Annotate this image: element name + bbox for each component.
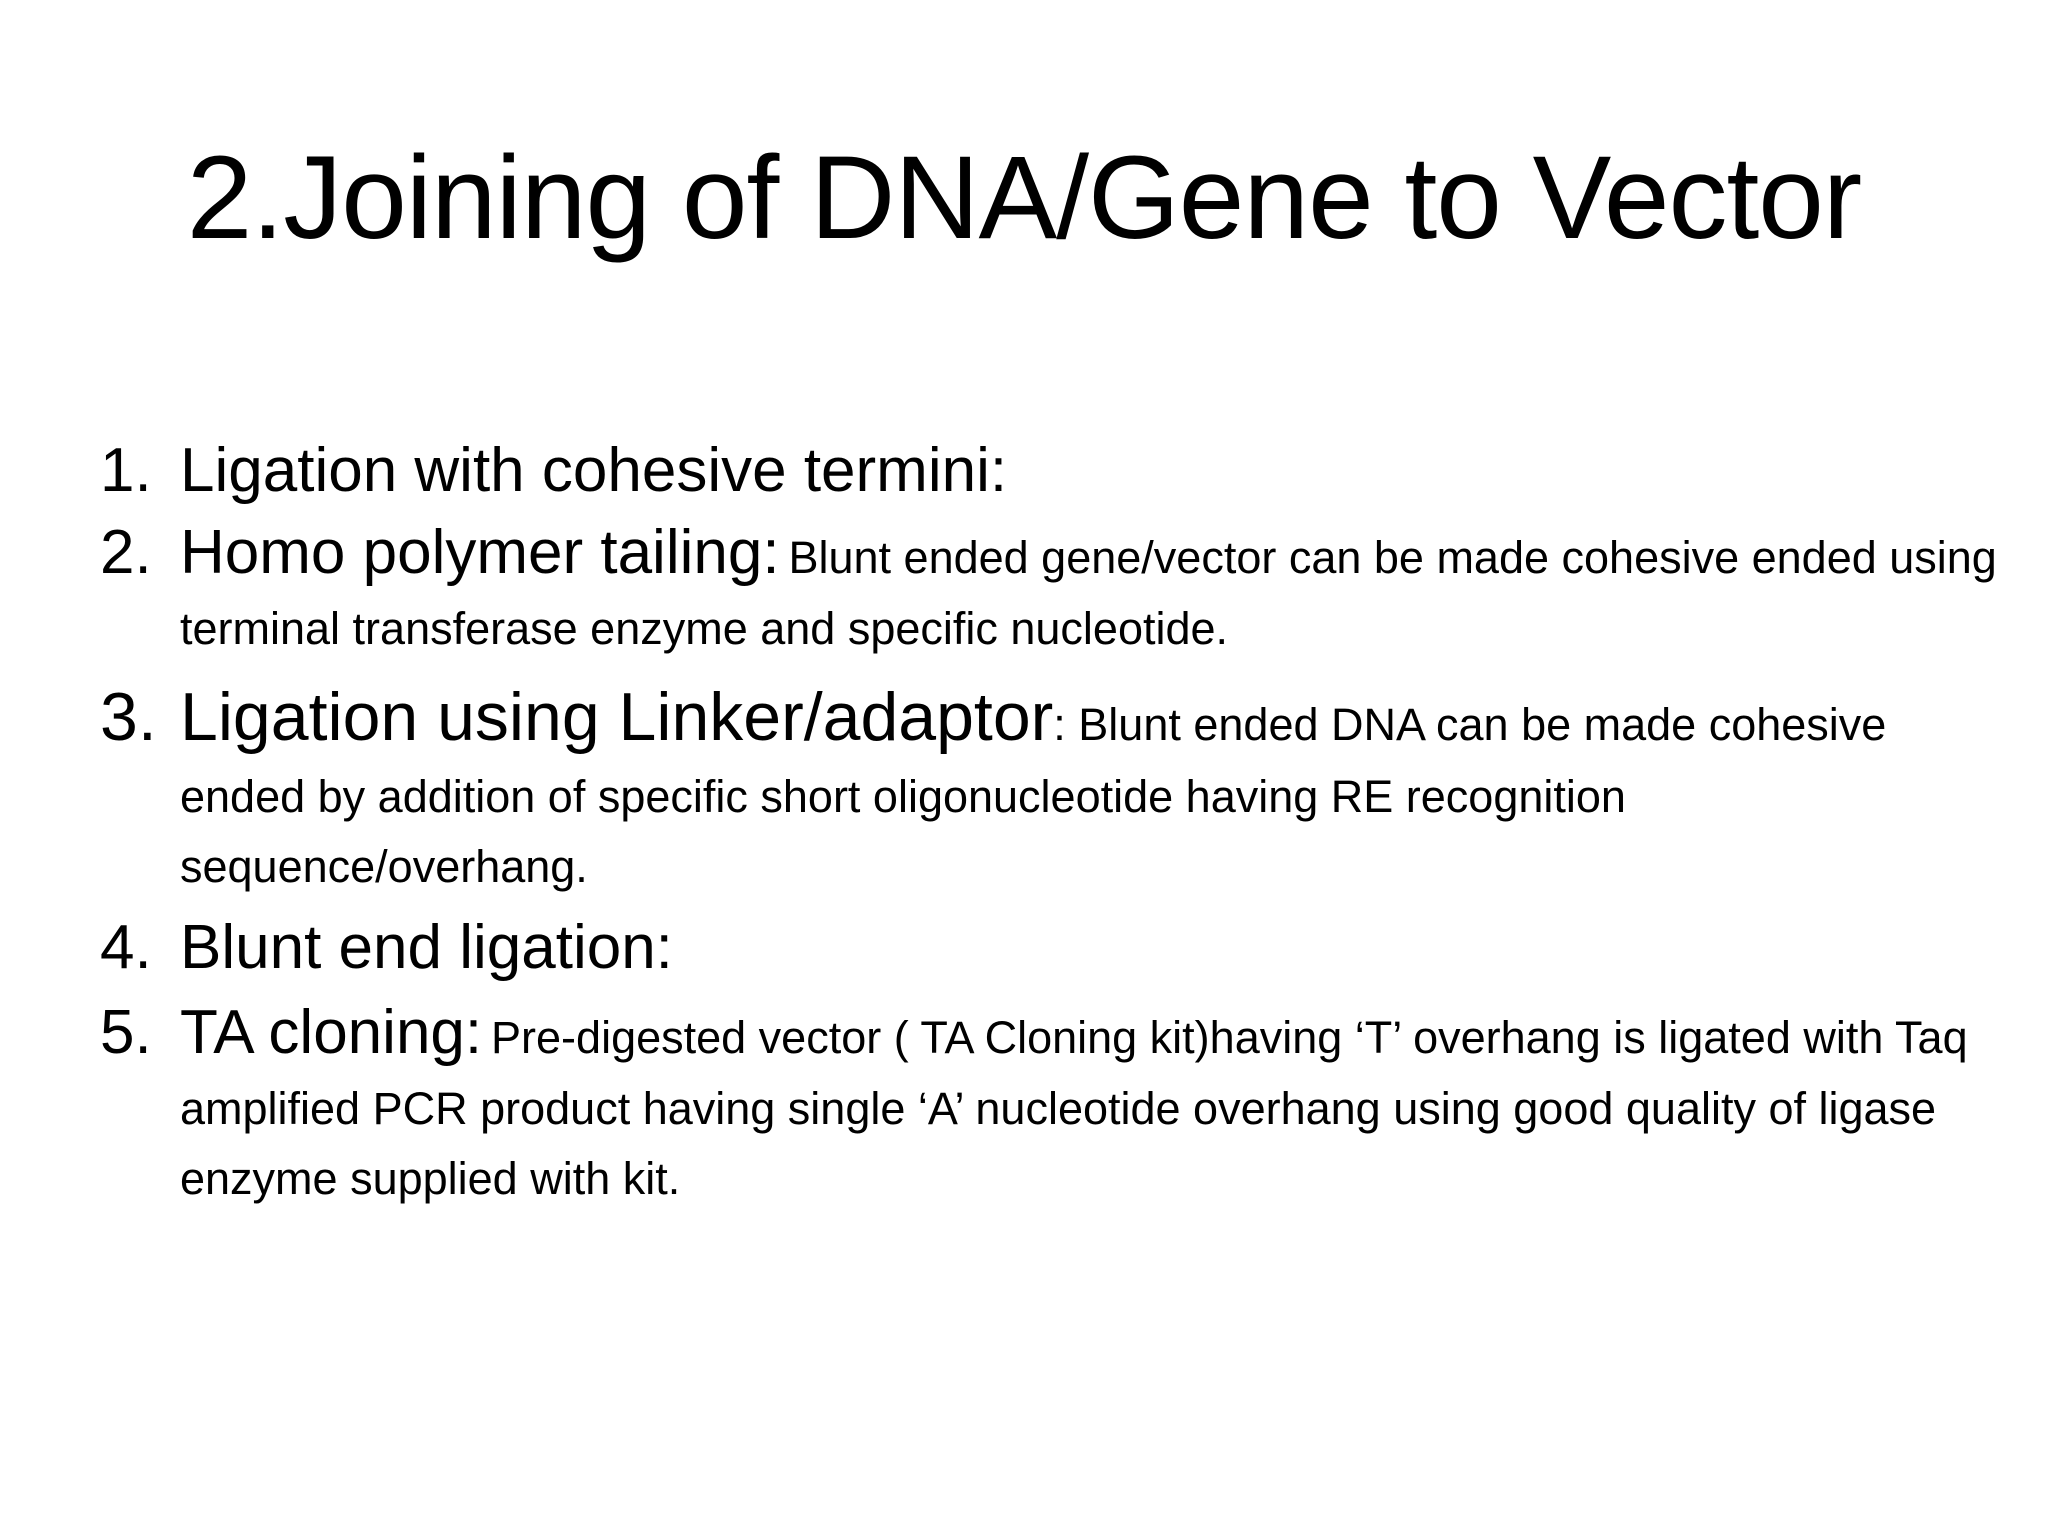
list-item-description: : Blunt ended DNA can be made cohesive ended by addition of specific short oligonucleotide having RE recognition sequence/overhang. — [180, 699, 1887, 892]
list-item-heading: TA cloning: — [180, 998, 483, 1067]
list-item — [100, 907, 2000, 992]
numbered-list — [100, 430, 2000, 1222]
list-item-description: Blunt ended gene/vector can be made cohesive ended using terminal transferase enzyme and specific nucleotide. — [180, 532, 1997, 654]
list-item-heading: Homo polymer tailing: — [180, 518, 780, 587]
list-item-number: 4. — [100, 913, 152, 982]
list-item-heading: Ligation using Linker/adaptor — [180, 679, 1054, 755]
list-item — [100, 672, 2000, 907]
list-item — [100, 430, 2000, 512]
list-item-number: 3. — [100, 679, 157, 755]
list-item — [100, 512, 2000, 672]
list-item-heading: Ligation with cohesive termini: — [180, 436, 1008, 505]
list-item-number: 1. — [100, 436, 152, 505]
list-item-number: 5. — [100, 998, 152, 1067]
list-item-description: Pre-digested vector ( TA Cloning kit)having ‘T’ overhang is ligated with Taq amplified PCR product having single ‘A’ nucleotide overhang using good quality of ligase enzyme supplied with kit. — [180, 1012, 1968, 1204]
list-item-heading: Blunt end ligation: — [180, 913, 673, 982]
slide-title: 2.Joining of DNA/Gene to Vector — [186, 132, 1862, 264]
list-item — [100, 992, 2000, 1222]
list-item-number: 2. — [100, 518, 152, 587]
